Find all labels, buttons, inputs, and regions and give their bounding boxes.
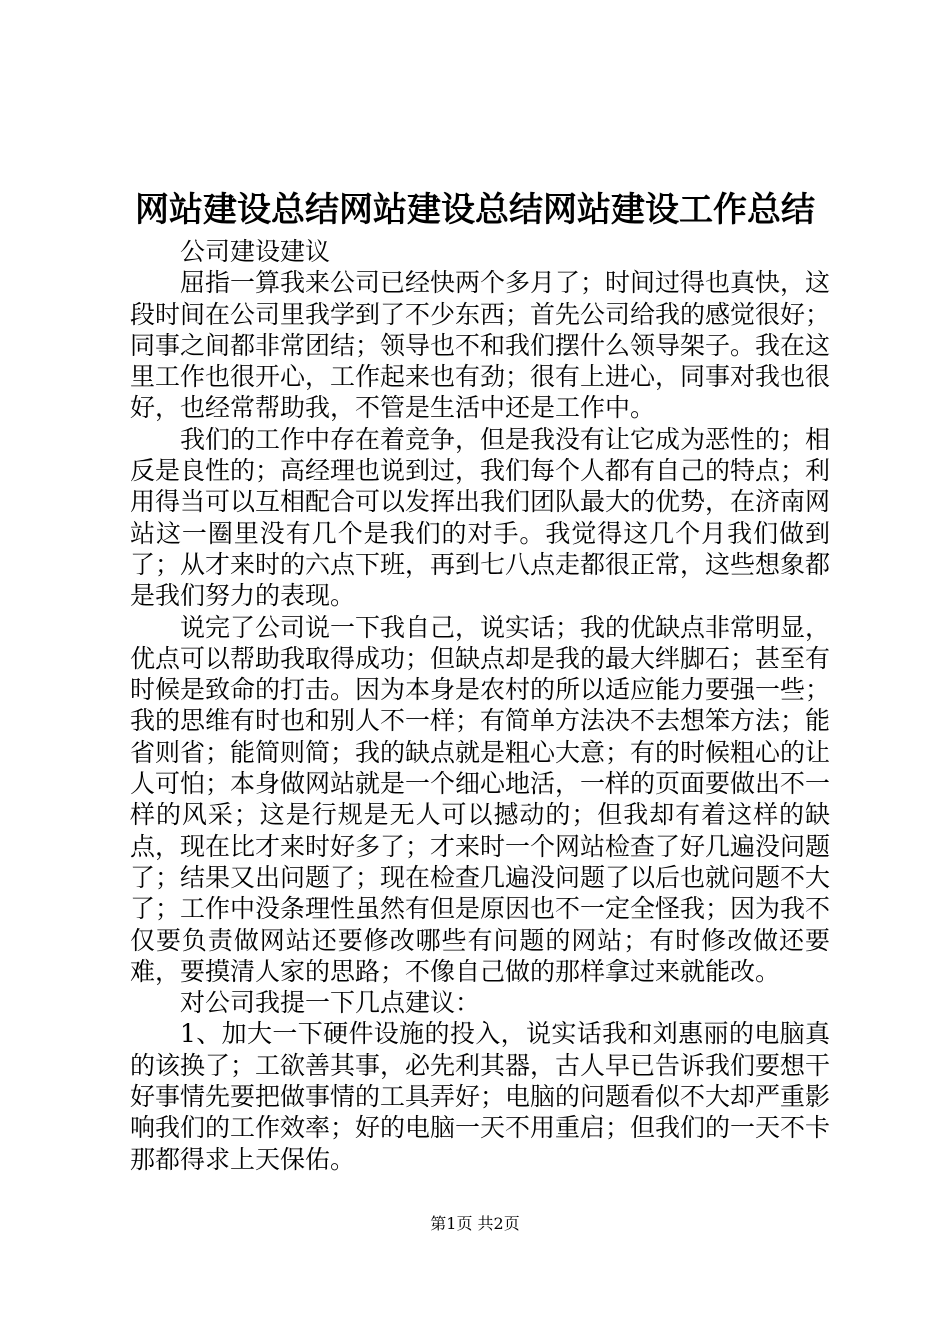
document-body <box>130 236 830 1175</box>
section-heading: 公司建设建议 <box>180 237 331 266</box>
paragraph: 我们的工作中存在着竞争，但是我没有让它成为恶性的；相反是良性的；高经理也说到过，我们每个人都有自己的特点；利用得当可以互相配合可以发挥出我们团队最大的优势，在济南网站这一圈里没有几个是我们的对手。我觉得这几个月我们做到了；从才来时的六点下班，再到七八点走都很正常，这些想象都是我们努力的表现。 <box>130 424 831 611</box>
page-footer <box>0 1212 950 1236</box>
paragraph: 对公司我提一下几点建议： <box>180 988 481 1018</box>
page-indicator: 第1页 共2页 <box>430 1214 520 1233</box>
paragraph: 屈指一算我来公司已经快两个多月了；时间过得也真快，这段时间在公司里我学到了不少东西；首先公司给我的感觉很好；同事之间都非常团结；领导也不和我们摆什么领导架子。我在这里工作也很开心，工作起来也有劲；很有上进心，同事对我也很好，也经常帮助我，不管是生活中还是工作中。 <box>130 268 831 423</box>
document-title: 网站建设总结网站建设总结网站建设工作总结 <box>135 190 815 230</box>
paragraph: 说完了公司说一下我自己，说实话；我的优缺点非常明显，优点可以帮助我取得成功；但缺点却是我的最大绊脚石；甚至有时候是致命的打击。因为本身是农村的所以适应能力要强一些；我的思维有时也和别人不一样；有简单方法决不去想笨方法；能省则省；能简则简；我的缺点就是粗心大意；有的时候粗心的让人可怕；本身做网站就是一个细心地活，一样的页面要做出不一样的风采；这是行规是无人可以撼动的；但我却有着这样的缺点，现在比才来时好多了；才来时一个网站检查了好几遍没问题了；结果又出问题了；现在检查几遍没问题了以后也就问题不大了；工作中没条理性虽然有但是原因也不一定全怪我；因为我不仅要负责做网站还要修改哪些有问题的网站；有时修改做还要难，要摸清人家的思路；不像自己做的那样拿过来就能改。 <box>130 612 831 986</box>
paragraph: 1、加大一下硬件设施的投入，说实话我和刘惠丽的电脑真的该换了；工欲善其事，必先利其器，古人早已告诉我们要想干好事情先要把做事情的工具弄好；电脑的问题看似不大却严重影响我们的工作效率；好的电脑一天不用重启；但我们的一天不卡那都得求上天保佑。 <box>130 1019 831 1174</box>
